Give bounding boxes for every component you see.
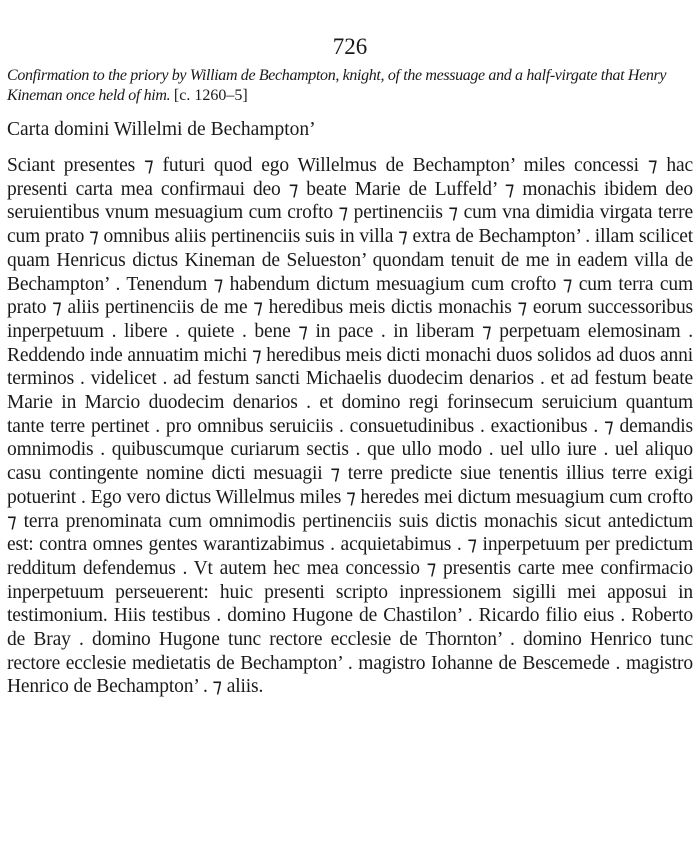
charter-title: Carta domini Willelmi de Bechampton’ — [7, 119, 316, 140]
charter-heading-text: Confirmation to the priory by William de Bechampton, knight, of the messuage and a half-virgate that Henry Kineman once held of him. — [7, 67, 667, 104]
charter-body-text: Sciant presentes ⁊ futuri quod ego Willelmus de Bechampton’ miles concessi ⁊ hac presenti carta mea confirmaui deo ⁊ beate Marie de Luffeld’ ⁊ monachis ibidem deo seruientibus vnum mesuagium cum crofto ⁊ pertinenciis ⁊ cum vna dimidia virgata terre cum prato ⁊ omnibus aliis pertinenciis suis in villa ⁊ extra de Bechampton’ . illam scilicet quam Henricus dictus Kineman de Selueston’ quondam tenuit de me in eadem villa de Bechampton’ . Tenendum ⁊ habendum dictum mesuagium cum crofto ⁊ cum terra cum prato ⁊ aliis pertinenciis de me ⁊ heredibus meis dictis monachis ⁊ eorum successoribus inperpetuum . libere . quiete . bene ⁊ in pace . in liberam ⁊ perpetuam elemosinam . Reddendo inde annuatim michi ⁊ heredibus meis dicti monachi duos solidos ad duos anni terminos . videlicet . ad festum sancti Michaelis duodecim denarios . et ad festum beate Marie in Marcio duodecim denarios . et domino regi forinsecum seruicium quantum tante terre pertinet . pro omnibus seruiciis . consuetudinibus . exactionibus . ⁊ demandis omnimodis . quibuscumque curiarum sectis . que ullo modo . uel ullo iure . uel aliquo casu contingente nomine dicti mesuagii ⁊ terre predicte siue tenentis illius terre exigi potuerint . Ego vero dictus Willelmus miles ⁊ heredes mei dictum mesuagium cum crofto ⁊ terra prenominata cum omnimodis pertinenciis suis dictis monachis sicut antedictum est: contra omnes gentes warantizabimus . acquietabimus . ⁊ inperpetuum per predictum redditum defendemus . Vt autem hec mea concessio ⁊ presentis carte mee confirmacio inperpetuum perseuerent: huic presenti scripto inpressionem sigilli mei apposui in testimonium. Hiis testibus . domino Hugone de Chastilon’ . Ricardo filio eius . Roberto de Bray . domino Hugone tunc rectore ecclesie de Thornton’ . domino Henrico tunc rectore ecclesie medietatis de Bechampton’ . magistro Iohanne de Bescemede . magistro Henrico de Bechampton’ . ⁊ aliis. — [7, 155, 693, 698]
charter-date: [c. 1260–5] — [173, 87, 248, 104]
document-page — [7, 32, 693, 699]
charter-heading — [7, 66, 693, 106]
page-number: 726 — [332, 34, 368, 59]
